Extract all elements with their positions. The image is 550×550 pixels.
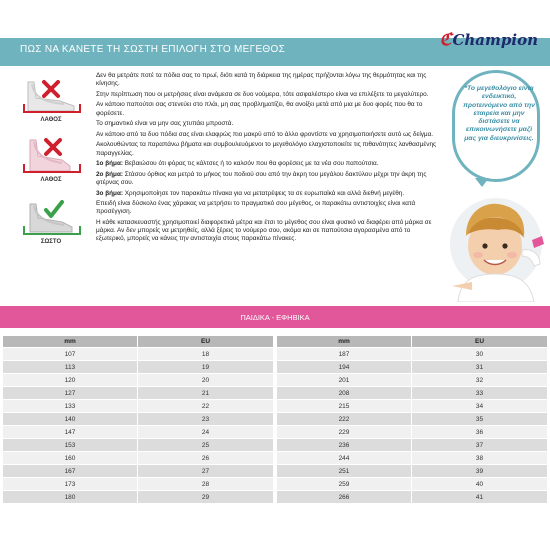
child-photo bbox=[438, 190, 548, 302]
cell-eu: 25 bbox=[138, 439, 273, 451]
cell-mm: 140 bbox=[3, 413, 138, 425]
cell-mm: 222 bbox=[277, 413, 412, 425]
cell-mm: 173 bbox=[3, 478, 138, 490]
logo-text: Champion bbox=[452, 31, 538, 49]
cell-mm: 113 bbox=[3, 361, 138, 373]
instruction-paragraph: Το σημαντικό είναι να μην σας χτυπάει μπροστά. bbox=[96, 120, 234, 128]
cell-mm: 167 bbox=[3, 465, 138, 477]
cell-mm: 251 bbox=[277, 465, 412, 477]
step-label: 2ο βήμα: bbox=[96, 170, 124, 178]
table-row bbox=[3, 465, 273, 477]
table-row bbox=[3, 374, 273, 386]
cell-mm: 236 bbox=[277, 439, 412, 451]
column-header-eu: EU bbox=[412, 336, 547, 347]
cell-eu: 41 bbox=[412, 491, 547, 503]
cell-mm: 215 bbox=[277, 400, 412, 412]
step-1 bbox=[96, 160, 441, 168]
cell-eu: 22 bbox=[138, 400, 273, 412]
instruction-paragraph: Αν κάποιο παπούτσι σας στενεύει στο πλάι, μη σας προβληματίζει, θα ανοίξει μετά από μια με δυο φορές που θα το φορέσετε. bbox=[96, 101, 423, 117]
table-header-row bbox=[277, 336, 547, 347]
cell-eu: 31 bbox=[412, 361, 547, 373]
step-label: 1ο βήμα: bbox=[96, 160, 124, 168]
instructions bbox=[96, 72, 441, 246]
column-header-mm: mm bbox=[277, 336, 412, 347]
cell-eu: 33 bbox=[412, 387, 547, 399]
cell-mm: 153 bbox=[3, 439, 138, 451]
cell-eu: 28 bbox=[138, 478, 273, 490]
instruction-paragraph: Ακολουθώντας τα παραπάνω βήματα και συμβουλευόμενοι το μεγεθολόγιο ελαχιστοποιείτε τις πιθανότητες λανθασμένης παραγγελίας. bbox=[96, 141, 437, 157]
cell-eu: 29 bbox=[138, 491, 273, 503]
cell-mm: 160 bbox=[3, 452, 138, 464]
foot-label: ΣΩΣΤΟ bbox=[40, 239, 62, 245]
foot-wrong-icon bbox=[18, 136, 84, 176]
cell-mm: 180 bbox=[3, 491, 138, 503]
wrong-cross-icon bbox=[44, 82, 58, 96]
cell-eu: 21 bbox=[138, 387, 273, 399]
table-row bbox=[277, 374, 547, 386]
header bbox=[0, 0, 550, 66]
cell-eu: 18 bbox=[138, 348, 273, 360]
cell-eu: 40 bbox=[412, 478, 547, 490]
cell-mm: 147 bbox=[3, 426, 138, 438]
cell-mm: 127 bbox=[3, 387, 138, 399]
cell-mm: 259 bbox=[277, 478, 412, 490]
step-label: 3ο βήμα: bbox=[96, 189, 124, 197]
instruction-paragraph: Αν κάποιο από τα δυο πόδια σας είναι ελαφρώς πιο μακρύ από το άλλο φροντίστε να χρησιμοποιήσετε αυτό ως δείγμα. bbox=[96, 130, 434, 138]
table-row bbox=[3, 413, 273, 425]
champion-c-icon: ℭ bbox=[439, 30, 452, 50]
cell-mm: 120 bbox=[3, 374, 138, 386]
cell-mm: 194 bbox=[277, 361, 412, 373]
cell-eu: 34 bbox=[412, 400, 547, 412]
column-header-mm: mm bbox=[3, 336, 138, 347]
cell-eu: 39 bbox=[412, 465, 547, 477]
cell-mm: 201 bbox=[277, 374, 412, 386]
table-row bbox=[3, 491, 273, 503]
table-row bbox=[277, 361, 547, 373]
foot-example-wrong-2 bbox=[18, 136, 84, 183]
instruction-paragraph: Η κάθε κατασκευαστής χρησιμοποιεί διαφορετικά μέτρα και έτσι το μέγεθος σου είναι φυσικό να διαφέρει από μάρκα σε μάρκα. Αν δεν μπορείς να μετρηθείς, αλλά ξέρεις το νούμερο σου, ακόμα και σε παπούτσια αγορασμένα από το εξωτερικό, μπορείς να κάνεις την αντιστοιχία στους παρακάτω πίνακες. bbox=[96, 218, 432, 243]
cell-mm: 107 bbox=[3, 348, 138, 360]
cell-eu: 35 bbox=[412, 413, 547, 425]
table-row bbox=[277, 413, 547, 425]
size-table-right bbox=[277, 335, 547, 504]
table-header-row bbox=[3, 336, 273, 347]
step-text: Στάσου όρθιος και μετρά το μήκος του ποδιού σου από την άκρη του μεγάλου δακτύλου μέχρι την άκρη της φτέρνας σου. bbox=[96, 170, 427, 186]
cell-eu: 32 bbox=[412, 374, 547, 386]
page-title: ΠΩΣ ΝΑ ΚΑΝΕΤΕ ΤΗ ΣΩΣΤΗ ΕΠΙΛΟΓΗ ΣΤΟ ΜΕΓΕΘΟΣ bbox=[20, 44, 286, 55]
cell-mm: 208 bbox=[277, 387, 412, 399]
table-row bbox=[277, 478, 547, 490]
table-row bbox=[277, 348, 547, 360]
cell-eu: 23 bbox=[138, 413, 273, 425]
cell-eu: 19 bbox=[138, 361, 273, 373]
speech-bubble bbox=[452, 70, 540, 182]
step-text: Χρησιμοποίησε τον παρακάτω πίνακα για να μετατρέψεις τα σε ευρωπαϊκά και αλλά διεθνή μεγέθη. bbox=[124, 189, 405, 197]
champion-logo bbox=[440, 30, 539, 50]
foot-example-wrong-1 bbox=[18, 76, 84, 123]
cell-mm: 266 bbox=[277, 491, 412, 503]
instruction-paragraph: Επειδή είναι δύσκολο ένας χάρακας να μετρήσει το πραγματικό σου μέγεθος, οι παρακάτω αντιστοιχίες είναι κατά προσέγγιση. bbox=[96, 200, 416, 216]
table-row bbox=[3, 387, 273, 399]
bubble-tail bbox=[475, 178, 489, 187]
table-row bbox=[3, 478, 273, 490]
table-row bbox=[277, 387, 547, 399]
column-header-eu: EU bbox=[138, 336, 273, 347]
table-row bbox=[277, 439, 547, 451]
cell-eu: 38 bbox=[412, 452, 547, 464]
table-row bbox=[277, 426, 547, 438]
cell-mm: 133 bbox=[3, 400, 138, 412]
cell-eu: 24 bbox=[138, 426, 273, 438]
table-row bbox=[277, 400, 547, 412]
cell-eu: 36 bbox=[412, 426, 547, 438]
cell-eu: 37 bbox=[412, 439, 547, 451]
size-table-left bbox=[3, 335, 273, 504]
cell-eu: 27 bbox=[138, 465, 273, 477]
step-2 bbox=[96, 171, 441, 187]
table-row bbox=[277, 452, 547, 464]
foot-label: ΛΑΘΟΣ bbox=[40, 177, 62, 183]
table-row bbox=[3, 426, 273, 438]
correct-check-icon bbox=[46, 202, 62, 216]
table-row bbox=[277, 465, 547, 477]
step-text: Βεβαιώσου ότι φόρας τις κάλτσες ή το καλσόν που θα φορέσεις με τα νέα σου παπούτσια. bbox=[124, 160, 379, 168]
size-table-title: ΠΑΙΔΙΚΑ - ΕΦΗΒΙΚΑ bbox=[240, 313, 310, 322]
bubble-text: *Το μεγεθολόγιο είναι ενδεικτικό, προτεινόμενο από την εταιρεία και μην διστάσετε να επικοινωνήσετε μαζί μας για διευκρινίσεις. bbox=[463, 85, 535, 142]
wrong-cross-icon bbox=[46, 140, 60, 154]
instruction-paragraph: Δεν θα μετράτε ποτέ τα πόδια σας το πρωί, διότι κατά τη διάρκεια της ημέρας πρήζονται λόγω της θερμότητας και της κίνησης. bbox=[96, 72, 427, 88]
step-3 bbox=[96, 190, 441, 198]
table-row bbox=[3, 452, 273, 464]
foot-wrong-icon bbox=[18, 76, 84, 116]
table-row bbox=[3, 348, 273, 360]
table-row bbox=[3, 361, 273, 373]
instruction-paragraph: Στην περίπτωση που οι μετρήσεις είναι ανάμεσα σε δυο νούμερα, τότε ασφαλέστερο είναι να επιλέξετε το μεγαλύτερο. bbox=[96, 90, 429, 98]
table-row bbox=[3, 439, 273, 451]
cell-mm: 244 bbox=[277, 452, 412, 464]
table-row bbox=[277, 491, 547, 503]
cell-mm: 229 bbox=[277, 426, 412, 438]
foot-correct-icon bbox=[18, 196, 84, 238]
cell-mm: 187 bbox=[277, 348, 412, 360]
cell-eu: 30 bbox=[412, 348, 547, 360]
cell-eu: 20 bbox=[138, 374, 273, 386]
foot-label: ΛΑΘΟΣ bbox=[40, 117, 62, 123]
foot-example-correct bbox=[18, 196, 84, 245]
table-row bbox=[3, 400, 273, 412]
cell-eu: 26 bbox=[138, 452, 273, 464]
